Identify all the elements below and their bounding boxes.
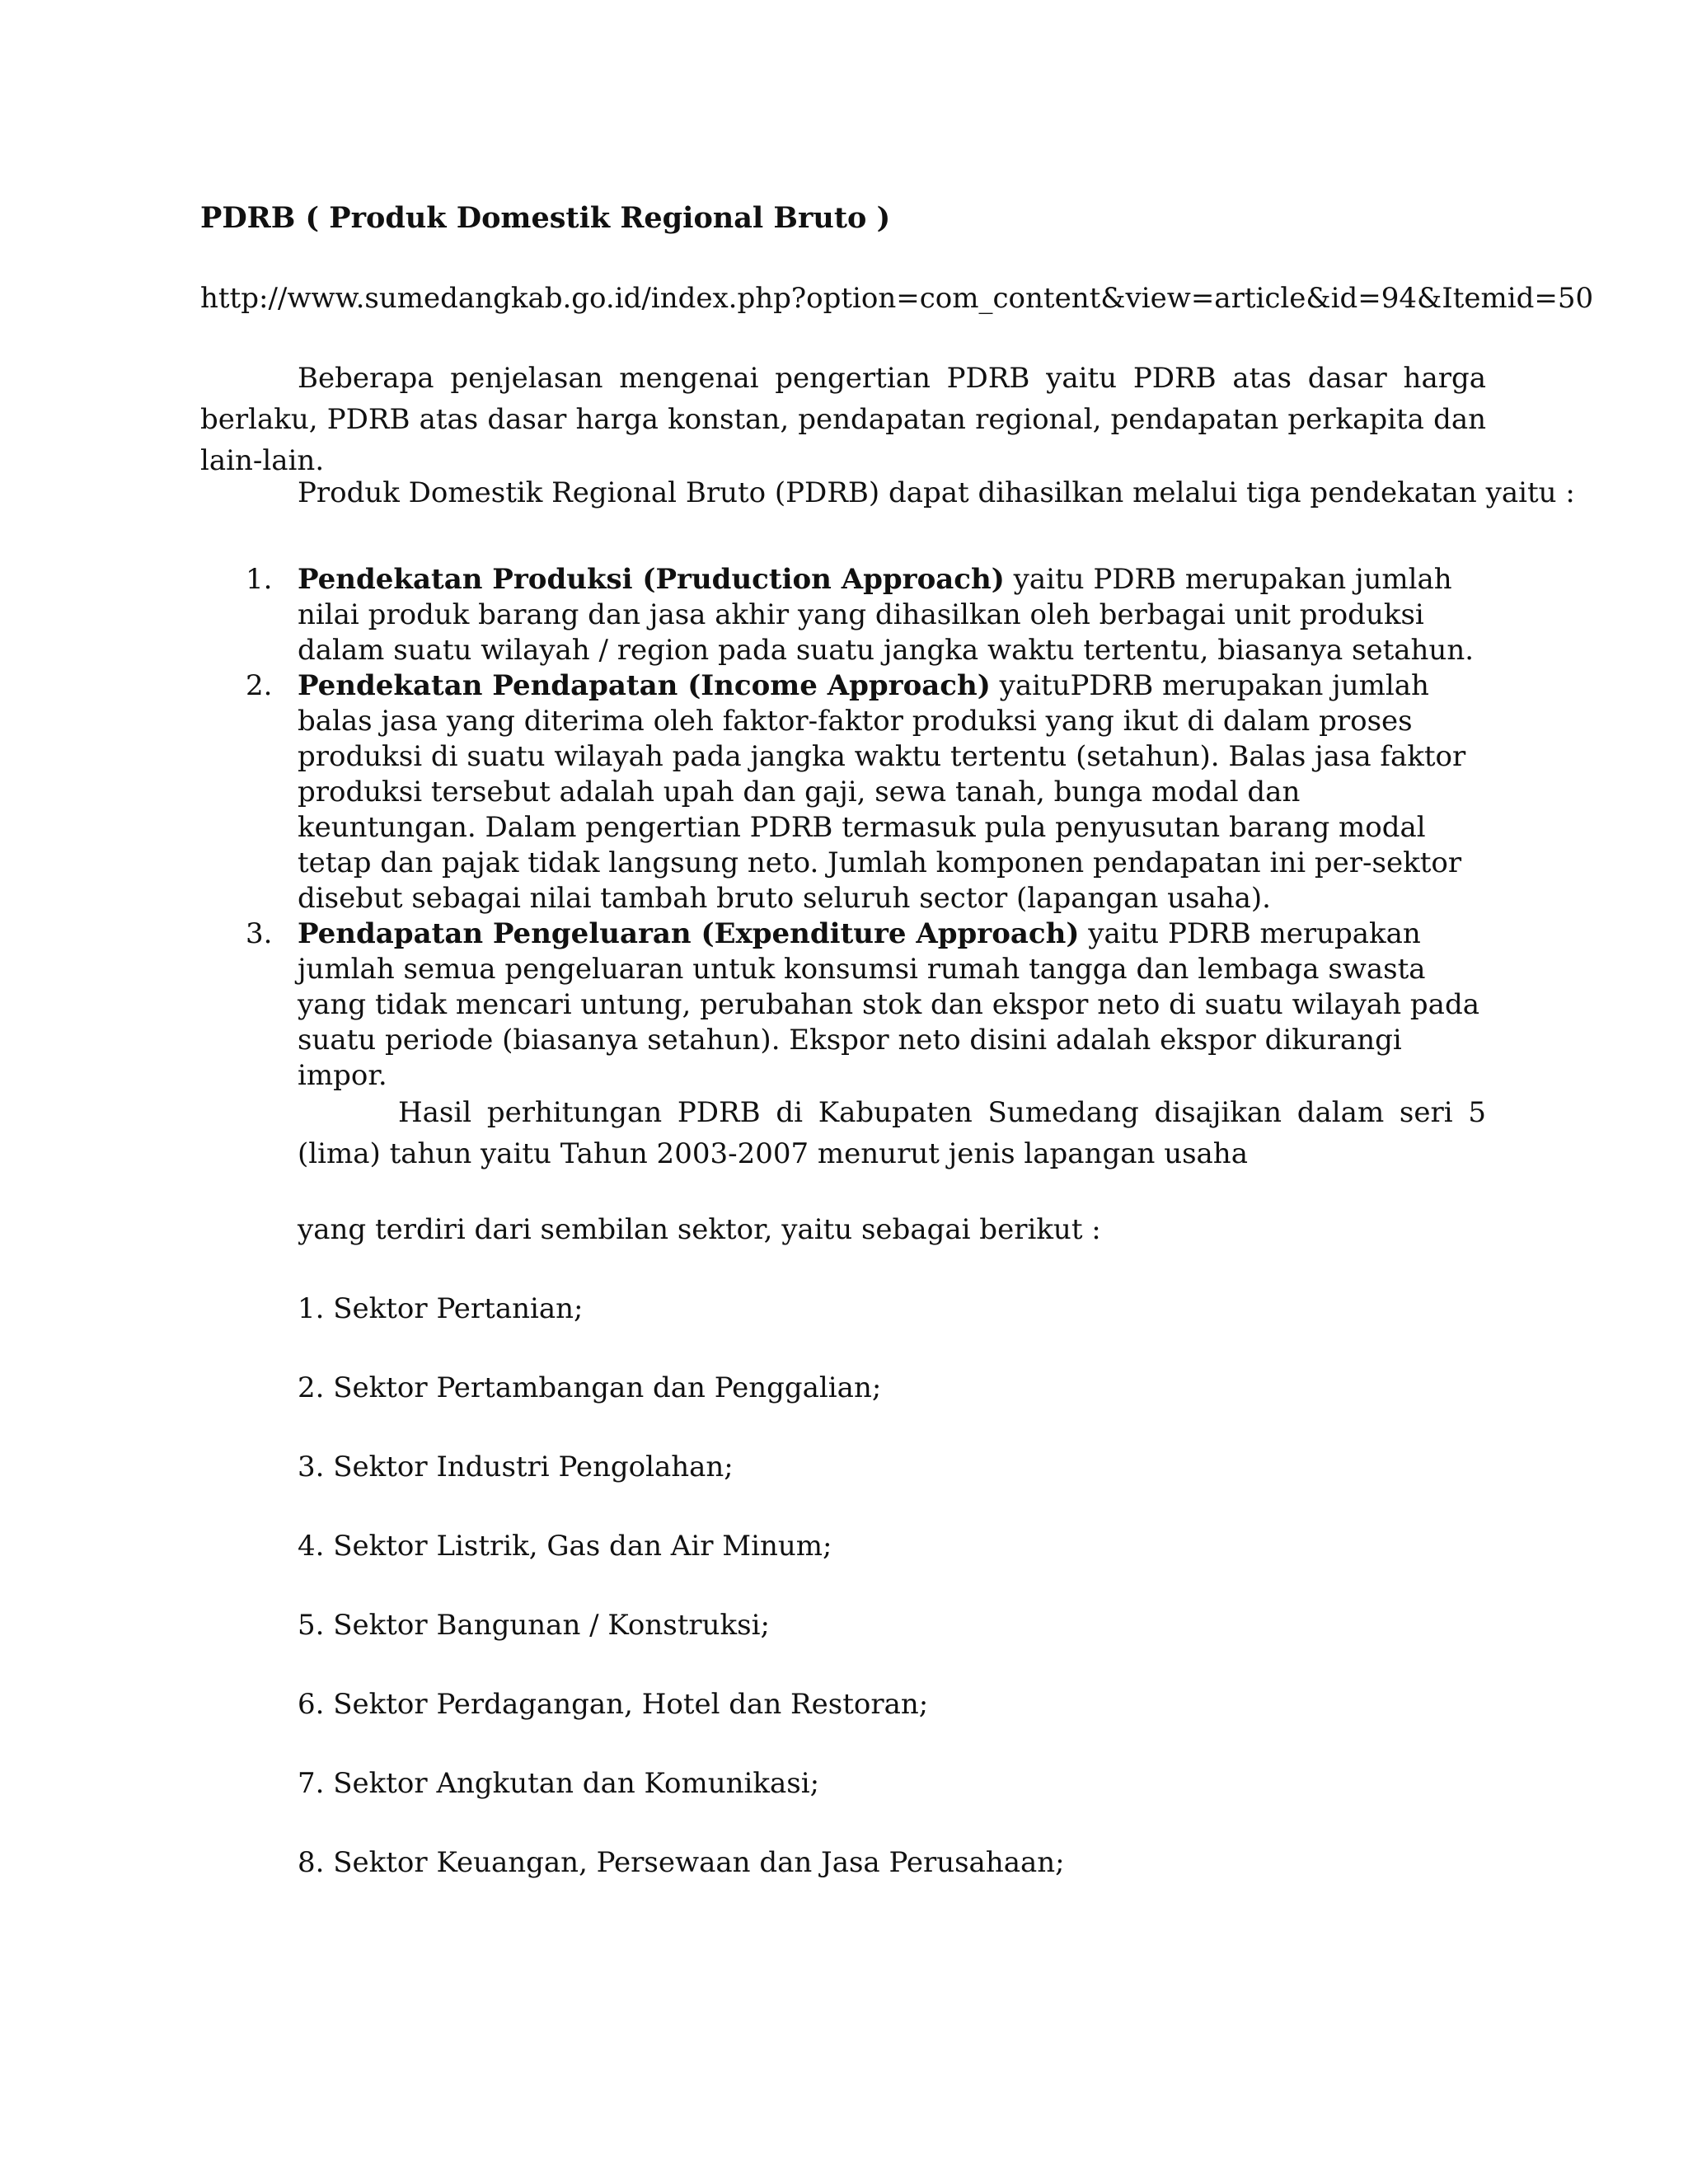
approach-heading: Pendekatan Pendapatan (Income Approach) (298, 669, 991, 702)
sectors-list (298, 1292, 1065, 1925)
approach-item (200, 562, 1486, 668)
approach-text: yaitu PDRB merupakan jumlah semua pengeluaran untuk konsumsi rumah tangga dan lembaga swasta yang tidak mencari untung, perubahan stok dan ekspor neto di suatu wilayah pada suatu periode (biasanya setahun). Ekspor neto disini adalah ekspor dikurangi impor. (298, 917, 1479, 1092)
approach-text: yaitu PDRB merupakan jumlah nilai produk barang dan jasa akhir yang dihasilkan oleh berbagai unit produksi dalam suatu wilayah / region pada suatu jangka waktu tertentu, biasanya setahun. (298, 563, 1475, 667)
document-title: PDRB ( Produk Domestik Regional Bruto ) (200, 201, 891, 235)
result-paragraph: Hasil perhitungan PDRB di Kabupaten Sumedang disajikan dalam seri 5 (lima) tahun yaitu Tahun 2003-2007 menurut jenis lapangan usaha (298, 1096, 1486, 1170)
approach-heading: Pendapatan Pengeluaran (Expenditure Approach) (298, 917, 1080, 950)
approach-item (200, 668, 1486, 916)
approach-item (200, 916, 1486, 1094)
sector-item: 6. Sektor Perdagangan, Hotel dan Restoran; (298, 1688, 929, 1721)
sector-item: 3. Sektor Industri Pengolahan; (298, 1451, 734, 1483)
approach-number: 3. (246, 917, 273, 950)
approach-number: 1. (246, 563, 273, 596)
approaches-intro: Produk Domestik Regional Bruto (PDRB) dapat dihasilkan melalui tiga pendekatan yaitu : (298, 476, 1575, 509)
approaches-list (200, 562, 1486, 1094)
sector-item: 5. Sektor Bangunan / Konstruksi; (298, 1609, 770, 1642)
approach-text: yaituPDRB merupakan jumlah balas jasa yang diterima oleh faktor-faktor produksi yang ikut di dalam proses produksi di suatu wilayah pada jangka waktu tertentu (setahun). Balas jasa faktor produksi tersebut adalah upah dan gaji, sewa tanah, bunga modal dan keuntungan. Dalam pengertian PDRB termasuk pula penyusutan barang modal tetap dan pajak tidak langsung neto. Jumlah komponen pendapatan ini per-sektor disebut sebagai nilai tambah bruto seluruh sector (lapangan usaha). (298, 669, 1466, 915)
sector-item: 2. Sektor Pertambangan dan Penggalian; (298, 1371, 882, 1404)
sector-item: 7. Sektor Angkutan dan Komunikasi; (298, 1767, 820, 1800)
source-url: http://www.sumedangkab.go.id/index.php?option=com_content&view=article&id=94&Itemid=50 (200, 282, 1594, 315)
sectors-intro: yang terdiri dari sembilan sektor, yaitu sebagai berikut : (298, 1213, 1101, 1246)
approach-number: 2. (246, 669, 273, 702)
definition-paragraph: Beberapa penjelasan mengenai pengertian PDRB yaitu PDRB atas dasar harga berlaku, PDRB atas dasar harga konstan, pendapatan regional, pendapatan perkapita dan lain-lain. (200, 362, 1486, 477)
sector-item: 1. Sektor Pertanian; (298, 1292, 584, 1325)
sector-item: 4. Sektor Listrik, Gas dan Air Minum; (298, 1530, 832, 1563)
approach-heading: Pendekatan Produksi (Pruduction Approach) (298, 563, 1005, 596)
sector-item: 8. Sektor Keuangan, Persewaan dan Jasa Perusahaan; (298, 1846, 1065, 1879)
